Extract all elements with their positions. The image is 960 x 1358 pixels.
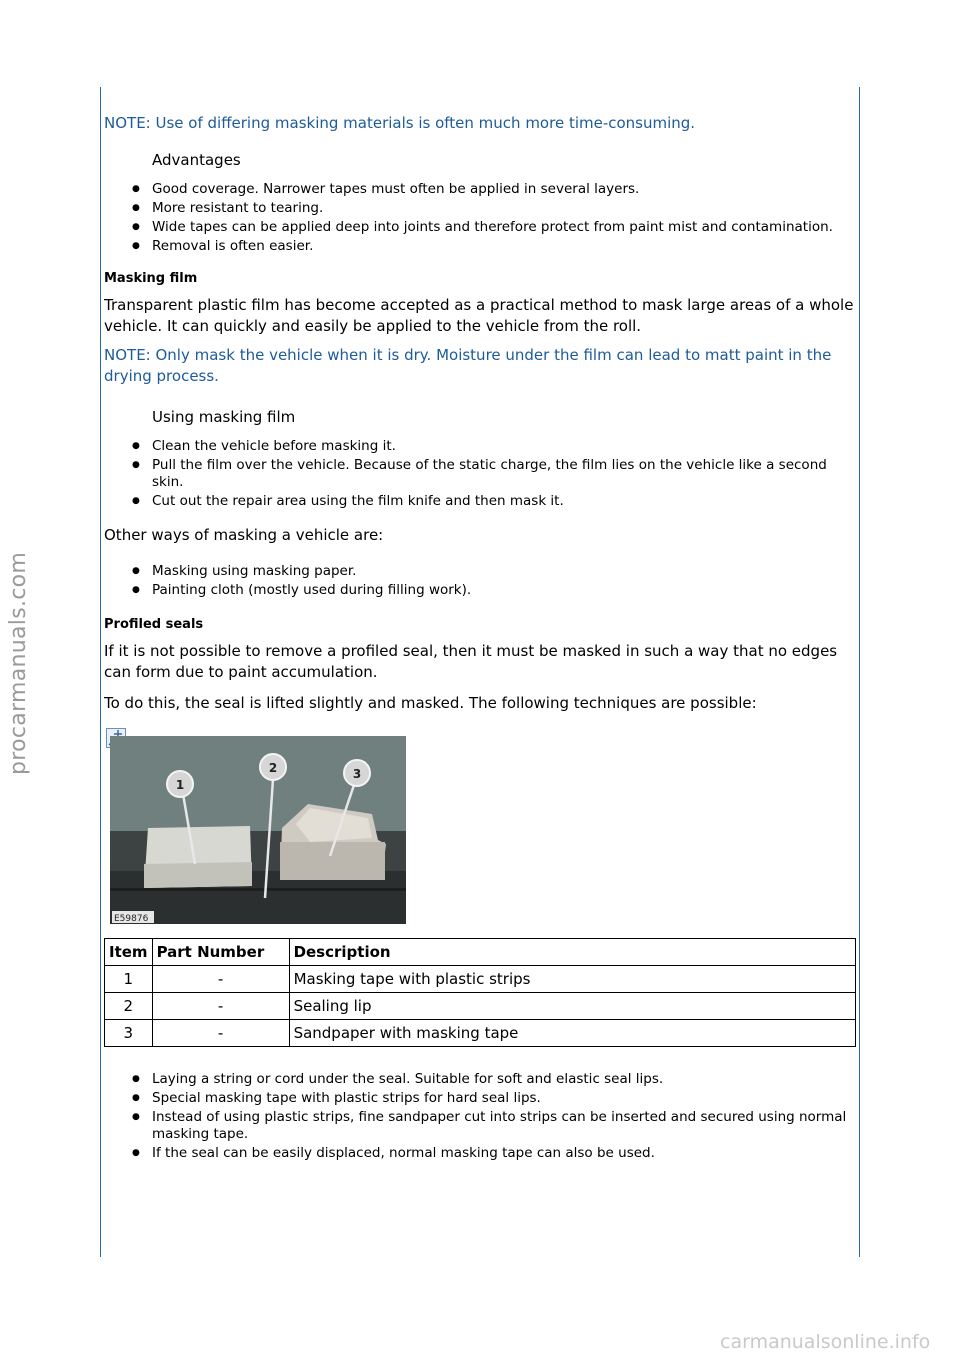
list-item: ● Good coverage. Narrower tapes must often be applied in several layers.: [152, 181, 856, 198]
list-item: ● Clean the vehicle before masking it.: [152, 438, 856, 455]
advantages-heading: Advantages: [152, 151, 241, 169]
bottom-watermark: carmanualsonline.info: [720, 1331, 931, 1353]
list-item: ● Wide tapes can be applied deep into joints and therefore protect from paint mist and contamination.: [152, 219, 856, 236]
techniques-list: [104, 1071, 856, 1162]
table-row: [105, 966, 856, 993]
cell-part-number: -: [152, 1020, 289, 1047]
side-watermark: procarmanuals.com: [6, 551, 31, 775]
table-row: [105, 1020, 856, 1047]
list-item: ● Instead of using plastic strips, fine sandpaper cut into strips can be inserted and secured using normal masking tape.: [152, 1109, 856, 1143]
callout-3-label: 3: [352, 767, 362, 781]
note-masking-materials: NOTE: Use of differing masking materials is often much more time-consuming.: [104, 114, 696, 132]
list-item: ● More resistant to tearing.: [152, 200, 856, 217]
right-margin-rule: [859, 87, 860, 1257]
list-item: ● Cut out the repair area using the film knife and then mask it.: [152, 493, 856, 510]
column-header-description: Description: [289, 939, 855, 966]
figure-code: E59876: [114, 914, 149, 924]
left-margin-rule: [100, 87, 101, 1257]
other-ways-list: [104, 563, 856, 599]
cell-item: 1: [105, 966, 153, 993]
callout-1-label: 1: [175, 778, 185, 792]
advantages-list: [104, 181, 856, 255]
page-content: [104, 113, 856, 1164]
column-header-item: Item: [105, 939, 153, 966]
other-ways-intro: Other ways of masking a vehicle are:: [104, 526, 384, 544]
parts-table: [104, 938, 856, 1047]
using-film-list: [104, 438, 856, 510]
cell-item: 3: [105, 1020, 153, 1047]
list-item: ● Painting cloth (mostly used during filling work).: [152, 582, 856, 599]
column-header-part-number: Part Number: [152, 939, 289, 966]
cell-description: Sandpaper with masking tape: [289, 1020, 855, 1047]
cell-part-number: -: [152, 966, 289, 993]
callout-2-label: 2: [268, 761, 278, 775]
list-item: ● Masking using masking paper.: [152, 563, 856, 580]
list-item: ● Removal is often easier.: [152, 238, 856, 255]
table-header-row: [105, 939, 856, 966]
table-row: [105, 993, 856, 1020]
using-film-heading: Using masking film: [152, 408, 296, 426]
list-item: ● Laying a string or cord under the seal. Suitable for soft and elastic seal lips.: [152, 1071, 856, 1088]
seal-photo: [110, 736, 406, 924]
seal-masking-figure: [104, 728, 856, 933]
cell-description: Sealing lip: [289, 993, 855, 1020]
masking-film-paragraph: Transparent plastic film has become accepted as a practical method to mask large areas of a whole vehicle. It can quickly and easily be applied to the vehicle from the roll.: [104, 296, 854, 335]
note-dry-vehicle: NOTE: Only mask the vehicle when it is dry. Moisture under the film can lead to matt paint in the drying process.: [104, 346, 832, 385]
cell-part-number: -: [152, 993, 289, 1020]
profiled-seals-paragraph: If it is not possible to remove a profiled seal, then it must be masked in such a way that no edges can form due to paint accumulation.: [104, 642, 838, 681]
profiled-seals-techniques-intro: To do this, the seal is lifted slightly and masked. The following techniques are possible:: [104, 694, 757, 712]
list-item: ● Special masking tape with plastic strips for hard seal lips.: [152, 1090, 856, 1107]
cell-description: Masking tape with plastic strips: [289, 966, 855, 993]
profiled-seals-heading: Profiled seals: [104, 617, 204, 632]
list-item: ● If the seal can be easily displaced, normal masking tape can also be used.: [152, 1145, 856, 1162]
list-item: ● Pull the film over the vehicle. Because of the static charge, the film lies on the vehicle like a second skin.: [152, 457, 856, 491]
masking-film-heading: Masking film: [104, 271, 198, 286]
cell-item: 2: [105, 993, 153, 1020]
